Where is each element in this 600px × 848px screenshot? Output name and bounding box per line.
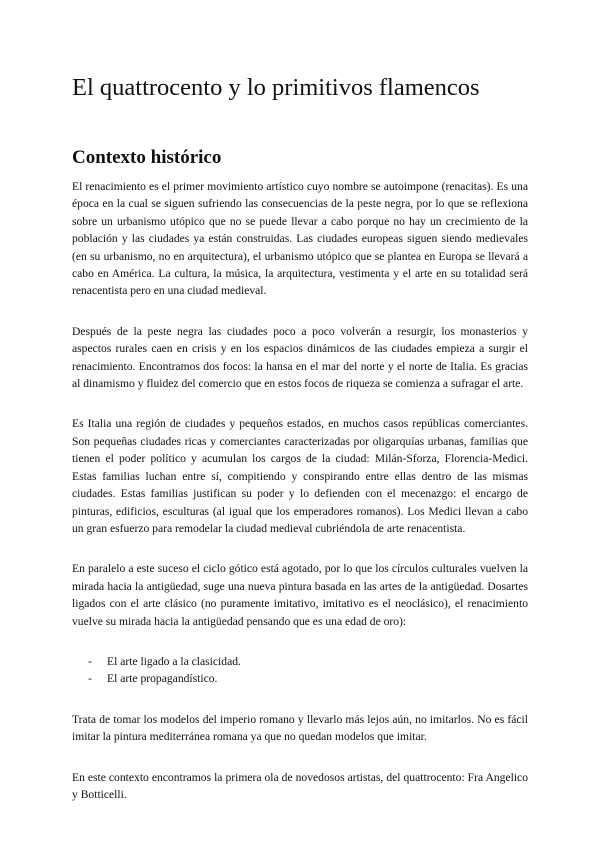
paragraph: El renacimiento es el primer movimiento artístico cuyo nombre se autoimpone (renacitas). Es una época en la cual se siguen sufriendo las consecuencias de la peste negra, por lo que se reflexiona sobre un urbanismo utópico que no se puede llevar a cabo porque no hay un crecimiento de la población y las ciudades ya están construidas. Las ciudades europeas siguen siendo medievales (en su urbanismo, no en arquitectura), el urbanismo utópico que se plantea en Europa se llevará a cabo en América. La cultura, la música, la arquitectura, vestimenta y el arte en su totalidad será renacentista pero en una ciudad medieval. — [72, 180, 528, 298]
bullet-list — [72, 653, 528, 688]
paragraph: En este contexto encontramos la primera ola de novedosos artistas, del quattrocento: Fra Angelico y Botticelli. — [72, 770, 528, 801]
section-heading: Contexto histórico — [72, 147, 222, 168]
paragraph: Después de la peste negra las ciudades poco a poco volverán a resurgir, los monasterios y aspectos rurales caen en crisis y en los espacios dinámicos de las ciudades empieza a surgir el renacimiento. Encontramos dos focos: la hansa en el mar del norte y el norte de Italia. Es gracias al dinamismo y fluidez del comercio que en estos focos de riqueza se comienza a sufragar el arte. — [72, 324, 528, 391]
bullet-marker: - — [88, 654, 92, 668]
list-item-text: El arte propagandístico. — [107, 672, 218, 686]
bullet-marker: - — [88, 672, 92, 686]
document-body — [72, 178, 528, 826]
document-title: El quattrocento y lo primitivos flamencos — [72, 74, 480, 101]
list-item — [88, 653, 528, 670]
list-item — [88, 670, 528, 687]
paragraph: Trata de tomar los modelos del imperio romano y llevarlo más lejos aún, no imitarlos. No es fácil imitar la pintura mediterránea romana ya que no quedan modelos que imitar. — [72, 712, 528, 744]
paragraph: En paralelo a este suceso el ciclo gótico está agotado, por lo que los círculos culturales vuelven la mirada hacia la antigüedad, suge una nueva pintura basada en las artes de la antigüedad. Dosartes ligados con el arte clásico (no puramente imitativo, imitativo es el neoclásico), el renacimiento vuelve su mirada hacia la antigüedad pensando que es una edad de oro): — [72, 562, 528, 628]
paragraph: Es Italia una región de ciudades y pequeños estados, en muchos casos repúblicas comerciantes. Son pequeñas ciudades ricas y comerciantes caracterizadas por oligarquías urbanas, familias que tienen el poder político y acumulan los cargos de la ciudad: Milán-Sforza, Florencia-Medici. Estas familias luchan entre sí, compitiendo y conspirando entre ellas dentro de las mismas ciudades. Estas familias justifican su poder y lo defienden con el mecenazgo: el encargo de pinturas, edificios, esculturas (al igual que los emperadores romanos). Los Medici llevan a cabo un gran esfuerzo para remodelar la ciudad medieval cubriéndola de arte renacentista. — [72, 417, 528, 535]
list-item-text: El arte ligado a la clasicidad. — [107, 654, 241, 668]
